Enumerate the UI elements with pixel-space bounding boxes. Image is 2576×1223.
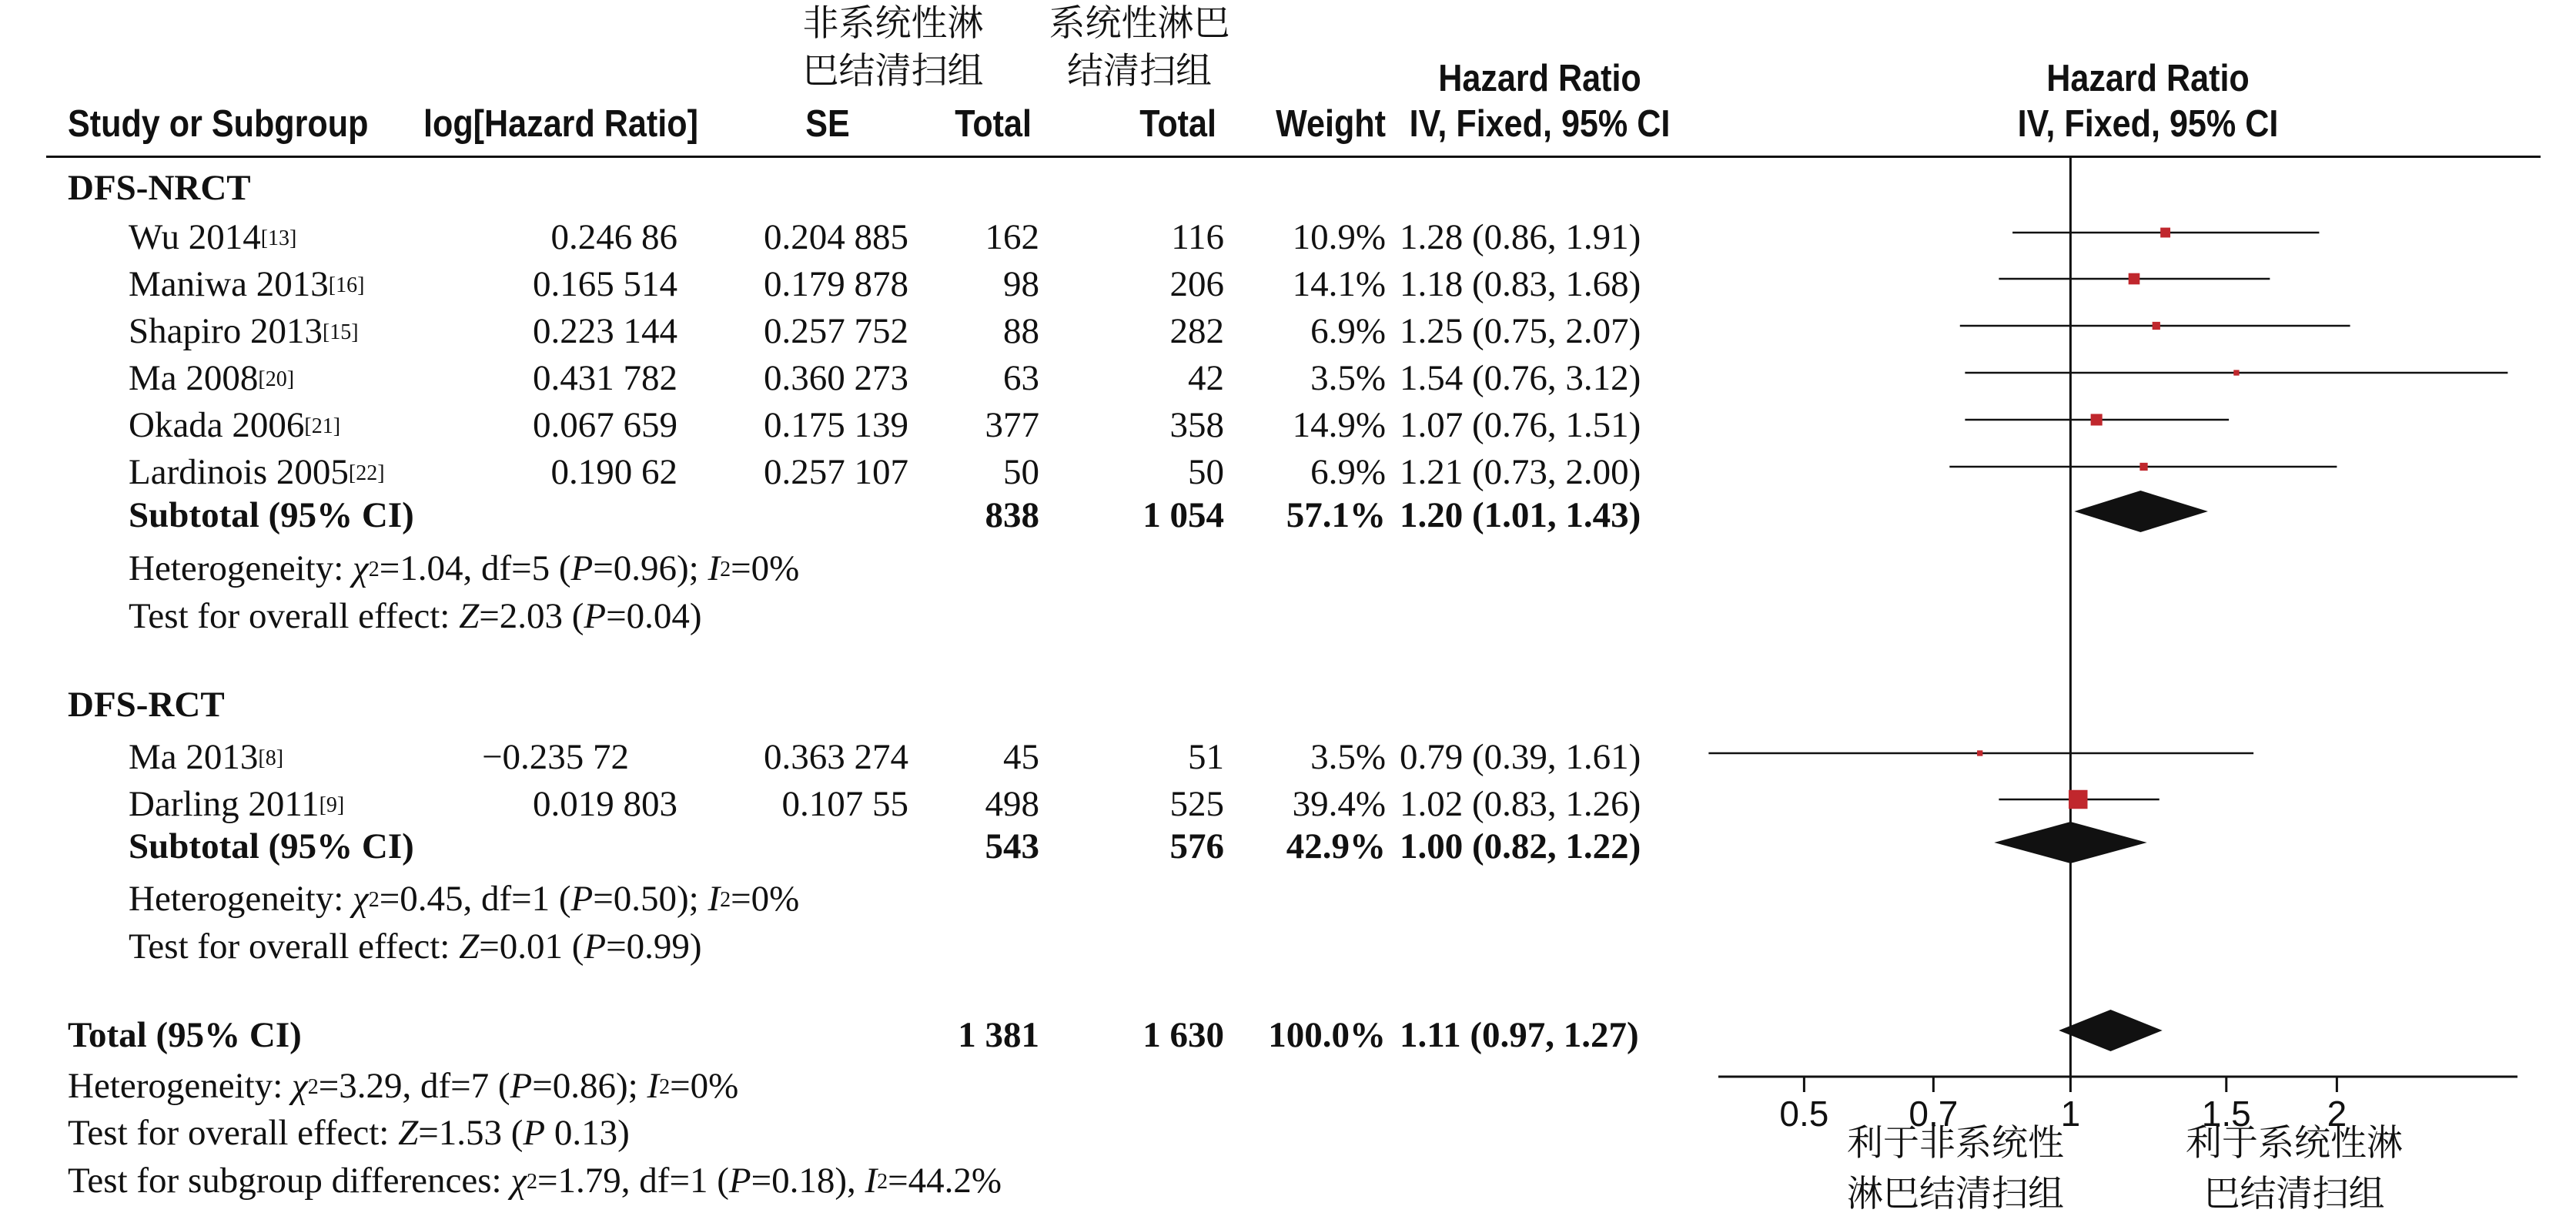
x-tick-label: 1 [2060,1094,2081,1134]
text-segment: Heterogeneity: [129,548,353,588]
study-reference: [15] [322,320,359,344]
weight-cell: 14.9% [1292,405,1386,445]
text-segment: 0.13) [545,1113,630,1153]
subtotal-weight-cell: 57.1% [1286,495,1386,535]
math-symbol: χ [353,879,369,919]
text-segment: =0.45, df=1 ( [379,879,571,919]
text-segment: =1.53 ( [418,1113,524,1153]
loghr-cell: 0.019 803 [533,784,677,824]
hr-plot-header-line2: IV, Fixed, 95% CI [2017,103,2279,145]
hr-ci-cell: 1.28 (0.86, 1.91) [1400,217,1641,257]
group1-total-cell: 88 [1003,311,1039,351]
loghr-column-header: log[Hazard Ratio] [423,103,698,145]
math-symbol: P [584,926,607,967]
math-symbol: I [647,1066,660,1106]
loghr-cell: 0.165 514 [533,264,677,304]
study-marker [2139,463,2147,471]
group2-total-cell: 525 [1169,784,1224,824]
group2-total-cell: 42 [1188,358,1224,398]
hr-text-header-line1: Hazard Ratio [1438,58,1641,99]
text-segment: =0% [731,548,800,588]
loghr-cell: 0.067 659 [533,405,677,445]
group1-header-line1: 非系统性淋 [802,2,984,45]
se-cell: 0.257 107 [764,452,908,492]
group2-total-header: Total [1139,103,1216,145]
hr-ci-cell: 1.02 (0.83, 1.26) [1400,784,1641,824]
hr-text-header-line2: IV, Fixed, 95% CI [1409,103,1671,145]
study-column-header: Study or Subgroup [68,103,369,145]
loghr-cell: 0.246 86 [550,217,677,257]
group1-total-cell: 162 [985,217,1039,257]
se-cell: 0.257 752 [764,311,908,351]
study-reference: [20] [258,367,295,391]
group1-header-line2: 巴结清扫组 [802,50,984,92]
text-segment: =1.79, df=1 ( [537,1161,729,1201]
study-reference: [8] [258,746,284,770]
group2-total-cell: 206 [1169,264,1224,304]
subtotal-label: Subtotal (95% CI) [129,826,414,866]
group2-total-cell: 51 [1188,737,1224,777]
superscript: 2 [527,1170,538,1194]
text-segment: =0.86); [532,1066,647,1106]
superscript: 2 [659,1075,671,1099]
study-name: Wu 2014[13] [129,217,297,257]
total-weight-cell: 100.0% [1268,1015,1386,1055]
se-column-header: SE [805,103,850,145]
study-marker [2233,370,2239,375]
x-tick-label: 0.7 [1909,1094,1959,1134]
text-segment: =44.2% [888,1161,1002,1201]
favours-left-line2: 淋巴结清扫组 [1847,1173,2064,1215]
study-reference: [21] [304,414,341,438]
favours-right-line2: 巴结清扫组 [2203,1173,2385,1215]
math-symbol: P [523,1113,546,1153]
study-name: Lardinois 2005[22] [129,452,385,492]
text-segment: Heterogeneity: [68,1066,293,1106]
math-symbol: χ [353,548,369,588]
loghr-cell: 0.190 62 [550,452,677,492]
se-cell: 0.175 139 [764,405,908,445]
hr-ci-cell: 1.54 (0.76, 3.12) [1400,358,1641,398]
study-name: Ma 2013[8] [129,737,284,777]
group1-total-header: Total [955,103,1032,145]
group2-total-cell: 116 [1171,217,1224,257]
superscript: 2 [720,888,731,912]
text-segment: Test for subgroup differences: [68,1161,511,1201]
superscript: 2 [307,1075,319,1099]
superscript: 2 [368,888,380,912]
weight-cell: 14.1% [1292,264,1386,304]
weight-cell: 6.9% [1310,311,1386,351]
math-symbol: P [570,879,594,919]
summary-diamond [2074,491,2208,532]
hr-ci-cell: 0.79 (0.39, 1.61) [1400,737,1641,777]
subtotal-weight-cell: 42.9% [1286,826,1386,866]
group1-grand-total-cell: 1 381 [958,1015,1039,1055]
group1-total-cell: 498 [985,784,1039,824]
text-segment: =0.96); [593,548,708,588]
group2-total-cell: 282 [1169,311,1224,351]
text-segment: =0.50); [593,879,708,919]
math-symbol: Z [398,1113,419,1153]
favours-right-line1: 利于系统性淋 [2186,1122,2403,1164]
math-symbol: Z [459,926,480,967]
text-segment: =0% [731,879,800,919]
group1-total-cell: 98 [1003,264,1039,304]
math-symbol: P [584,596,607,636]
text-segment: Test for overall effect: [129,926,460,967]
x-tick-label: 1.5 [2201,1094,2251,1134]
math-symbol: I [865,1161,878,1201]
weight-cell: 39.4% [1292,784,1386,824]
subtotal-hr-ci-cell: 1.20 (1.01, 1.43) [1400,495,1641,535]
se-cell: 0.204 885 [764,217,908,257]
math-symbol: I [708,548,721,588]
study-reference: [13] [260,226,297,250]
study-name: Maniwa 2013[16] [129,264,365,304]
text-segment: =0.18), [751,1161,865,1201]
superscript: 2 [877,1170,888,1194]
superscript: 2 [720,558,731,581]
x-tick-label: 2 [2327,1094,2347,1134]
study-marker [2069,790,2087,809]
study-reference: [22] [348,461,385,485]
math-symbol: I [708,879,721,919]
study-marker [2153,322,2160,330]
hr-ci-cell: 1.18 (0.83, 1.68) [1400,264,1641,304]
loghr-cell: −0.235 72 [482,737,630,777]
group2-total-cell: 358 [1169,405,1224,445]
text-segment: =0% [670,1066,739,1106]
math-symbol: Z [459,596,480,636]
group1-subtotal-cell: 543 [985,826,1039,866]
study-name: Shapiro 2013[15] [129,311,359,351]
study-reference: [9] [319,793,345,817]
text-segment: =0.04) [606,596,702,636]
subgroup-label: DFS-NRCT [68,168,251,208]
group1-total-cell: 63 [1003,358,1039,398]
math-symbol: χ [510,1161,527,1201]
study-marker [2160,228,2170,238]
group2-grand-total-cell: 1 630 [1142,1015,1224,1055]
weight-cell: 6.9% [1310,452,1386,492]
hr-ci-cell: 1.21 (0.73, 2.00) [1400,452,1641,492]
math-symbol: P [570,548,594,588]
math-symbol: χ [292,1066,308,1106]
subtotal-label: Subtotal (95% CI) [129,495,414,535]
x-tick-label: 0.5 [1779,1094,1829,1134]
study-name: Okada 2006[21] [129,405,341,445]
se-cell: 0.363 274 [764,737,908,777]
subtotal-hr-ci-cell: 1.00 (0.82, 1.22) [1400,826,1641,866]
weight-cell: 10.9% [1292,217,1386,257]
weight-column-header: Weight [1276,103,1386,145]
study-name: Ma 2008[20] [129,358,295,398]
loghr-cell: 0.223 144 [533,311,677,351]
text-segment: =2.03 ( [479,596,584,636]
group2-total-cell: 50 [1188,452,1224,492]
hr-ci-cell: 1.07 (0.76, 1.51) [1400,405,1641,445]
group1-total-cell: 45 [1003,737,1039,777]
text-segment: =0.01 ( [479,926,584,967]
group2-subtotal-cell: 576 [1169,826,1224,866]
total-hr-ci-cell: 1.11 (0.97, 1.27) [1400,1015,1639,1055]
total-label: Total (95% CI) [68,1015,302,1055]
text-segment: Heterogeneity: [129,879,353,919]
text-segment: =3.29, df=7 ( [318,1066,510,1106]
study-marker [1977,750,1982,756]
summary-diamond [2059,1010,2163,1051]
weight-cell: 3.5% [1310,358,1386,398]
group2-header-line1: 系统性淋巴 [1049,2,1230,45]
group1-total-cell: 50 [1003,452,1039,492]
se-cell: 0.360 273 [764,358,908,398]
group1-total-cell: 377 [985,405,1039,445]
text-segment: =1.04, df=5 ( [379,548,571,588]
se-cell: 0.179 878 [764,264,908,304]
favours-left-line1: 利于非系统性 [1847,1122,2064,1164]
text-segment: Test for overall effect: [129,596,460,636]
group2-header-line2: 结清扫组 [1067,50,1212,92]
subgroup-label: DFS-RCT [68,685,225,725]
text-segment: Test for overall effect: [68,1113,399,1153]
group2-subtotal-cell: 1 054 [1142,495,1224,535]
text-segment: =0.99) [606,926,702,967]
study-marker [2129,273,2140,285]
study-marker [2091,414,2103,425]
study-name: Darling 2011[9] [129,784,345,824]
math-symbol: P [728,1161,751,1201]
study-reference: [16] [328,273,365,297]
superscript: 2 [368,558,380,581]
weight-cell: 3.5% [1310,737,1386,777]
loghr-cell: 0.431 782 [533,358,677,398]
hr-ci-cell: 1.25 (0.75, 2.07) [1400,311,1641,351]
hr-plot-header-line1: Hazard Ratio [2046,58,2250,99]
summary-diamond [1994,822,2146,863]
se-cell: 0.107 55 [781,784,908,824]
math-symbol: P [510,1066,533,1106]
group1-subtotal-cell: 838 [985,495,1039,535]
